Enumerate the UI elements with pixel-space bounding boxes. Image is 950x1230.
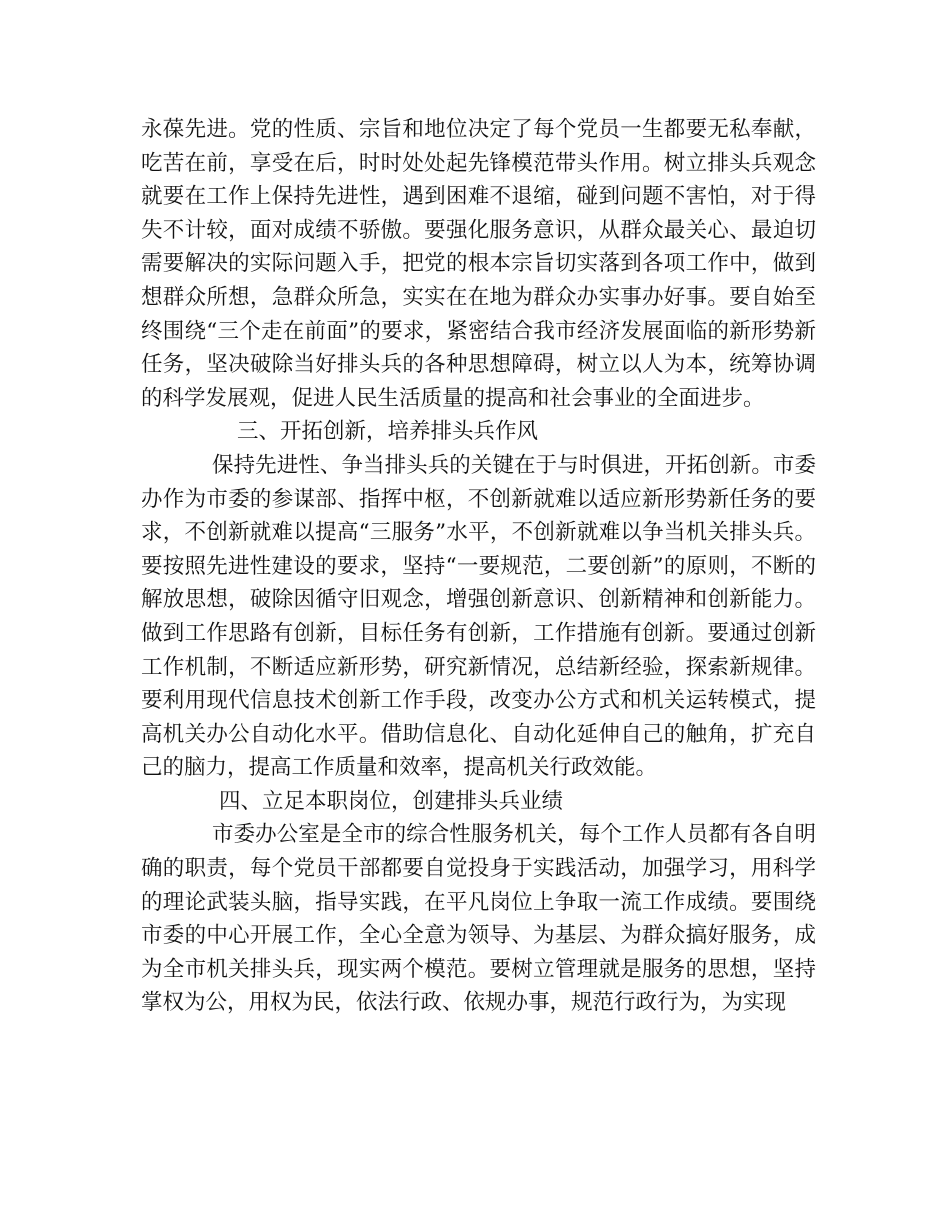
paragraph-post-duty: 市委办公室是全市的综合性服务机关，每个工作人员都有各自明确的职责，每个党员干部都要自觉投身于实践活动，加强学习，用科学的理论武装头脑，指导实践，在平凡岗位上争取一流工作成绩。要围绕市委的中心开展工作，全心全意为领导、为基层、为群众搞好服务，成为全市机关排头兵，现实两个模范。要树立管理就是服务的思想，坚持掌权为公，用权为民，依法行政、依规办事，规范行政行为，为实现: [141, 822, 816, 1016]
section-heading-3: 三、开拓创新，培养排头兵作风: [237, 419, 539, 445]
paragraph-innovation: 保持先进性、争当排头兵的关键在于与时俱进，开拓创新。市委办作为市委的参谋部、指挥中枢，不创新就难以适应新形势新任务的要求，不创新就难以提高“三服务”水平，不创新就难以争当机关排头兵。要按照先进性建设的要求，坚持“一要规范，二要创新”的原则，不断的解放思想，破除因循守旧观念，增强创新意识、创新精神和创新能力。做到工作思路有创新，目标任务有创新，工作措施有创新。要通过创新工作机制，不断适应新形势，研究新情况，总结新经验，探索新规律。要利用现代信息技术创新工作手段，改变办公方式和机关运转模式，提高机关办公自动化水平。借助信息化、自动化延伸自己的触角，扩充自己的脑力，提高工作质量和效率，提高机关行政效能。: [141, 452, 816, 781]
document-body: [141, 113, 816, 1020]
paragraph-continuation: 永葆先进。党的性质、宗旨和地位决定了每个党员一生都要无私奉献，吃苦在前，享受在后，时时处处起先锋模范带头作用。树立排头兵观念就要在工作上保持先进性，遇到困难不退缩，碰到问题不害怕，对于得失不计较，面对成绩不骄傲。要强化服务意识，从群众最关心、最迫切需要解决的实际问题入手，把党的根本宗旨切实落到各项工作中，做到想群众所想，急群众所急，实实在在地为群众办实事办好事。要自始至终围绕“三个走在前面”的要求，紧密结合我市经济发展面临的新形势新任务，坚决破除当好排头兵的各种思想障碍，树立以人为本，统筹协调的科学发展观，促进人民生活质量的提高和社会事业的全面进步。: [141, 117, 816, 411]
section-heading-4: 四、立足本职岗位，创建排头兵业绩: [219, 788, 564, 814]
